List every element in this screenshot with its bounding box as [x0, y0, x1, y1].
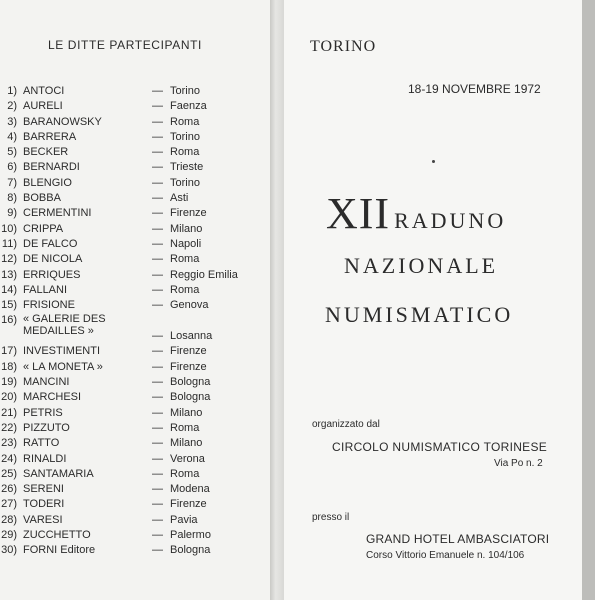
participant-name: BARANOWSKY: [23, 115, 102, 128]
participant-city: Firenze: [170, 207, 207, 220]
participant-number: 19): [1, 376, 17, 389]
participant-city: Trieste: [170, 161, 204, 174]
participant-row: [0, 283, 270, 298]
participant-name: INVESTIMENTI: [23, 345, 101, 358]
participant-city: Modena: [170, 483, 210, 496]
participant-row: [0, 467, 270, 482]
dash-separator: —: [152, 192, 163, 205]
participant-name: RINALDI: [23, 452, 67, 465]
participant-number: 9): [7, 207, 17, 220]
dash-separator: —: [152, 222, 163, 235]
participant-row: [0, 344, 270, 359]
participant-number: 2): [7, 100, 17, 113]
participant-city: Palermo: [170, 529, 211, 542]
dash-separator: —: [152, 452, 163, 465]
event-date: 18-19 NOVEMBRE 1972: [408, 82, 541, 96]
participant-row: [0, 160, 270, 175]
ink-speck: [432, 160, 435, 163]
participant-row: [0, 375, 270, 390]
dash-separator: —: [152, 467, 163, 480]
participant-name: SANTAMARIA: [23, 467, 94, 480]
dash-separator: —: [152, 437, 163, 450]
dash-separator: —: [152, 529, 163, 542]
title-line-2: NAZIONALE: [344, 253, 499, 278]
participant-row: [0, 313, 270, 344]
participant-name: ERRIQUES: [23, 268, 81, 281]
participant-city: Firenze: [170, 498, 207, 511]
participant-row: [0, 482, 270, 497]
participant-city: Reggio Emilia: [170, 268, 238, 281]
participant-number: 4): [7, 130, 17, 143]
participant-row: [0, 84, 270, 99]
participant-row: [0, 191, 270, 206]
participant-name: MARCHESI: [23, 391, 82, 404]
participant-name: VARESI: [23, 513, 63, 526]
participant-number: 8): [7, 192, 17, 205]
organizer-label: organizzato dal: [312, 419, 380, 430]
participant-row: [0, 130, 270, 145]
dash-separator: —: [152, 330, 163, 343]
participant-city: Milano: [170, 222, 203, 235]
participant-number: 27): [1, 498, 17, 511]
participant-number: 3): [7, 115, 17, 128]
participant-number: 12): [1, 253, 17, 266]
participant-name: PETRIS: [23, 406, 63, 419]
participant-city: Asti: [170, 192, 189, 205]
participant-row: [0, 360, 270, 375]
participant-row: [0, 436, 270, 451]
dash-separator: —: [152, 130, 163, 143]
dash-separator: —: [152, 376, 163, 389]
participant-city: Genova: [170, 299, 209, 312]
participant-city: Torino: [170, 176, 200, 189]
participant-number: 18): [1, 360, 17, 373]
page-edge: [582, 0, 595, 600]
left-page: [0, 0, 270, 600]
participant-number: 15): [1, 299, 17, 312]
dash-separator: —: [152, 161, 163, 174]
participant-number: 24): [1, 452, 17, 465]
participant-city: Losanna: [170, 330, 213, 343]
participant-city: Pavia: [170, 513, 198, 526]
participant-name: SERENI: [23, 483, 64, 496]
participant-name: TODERI: [23, 498, 65, 511]
dash-separator: —: [152, 283, 163, 296]
participant-name: « LA MONETA »: [23, 360, 103, 373]
dash-separator: —: [152, 268, 163, 281]
participant-number: 26): [1, 483, 17, 496]
participant-number: 22): [1, 421, 17, 434]
dash-separator: —: [152, 345, 163, 358]
participant-city: Milano: [170, 437, 203, 450]
participant-city: Roma: [170, 253, 200, 266]
participant-number: 21): [1, 406, 17, 419]
organizer-address: Via Po n. 2: [494, 458, 543, 469]
participant-city: Torino: [170, 130, 200, 143]
participants-list: [0, 84, 270, 559]
participant-name: CRIPPA: [23, 222, 64, 235]
venue-name: GRAND HOTEL AMBASCIATORI: [366, 532, 550, 546]
participant-row: [0, 176, 270, 191]
participant-row: [0, 513, 270, 528]
participant-number: 11): [1, 237, 17, 250]
participant-city: Bologna: [170, 391, 211, 404]
dash-separator: —: [152, 513, 163, 526]
participants-heading: LE DITTE PARTECIPANTI: [48, 38, 202, 52]
participant-name: BLENGIO: [23, 176, 72, 189]
participant-city: Milano: [170, 406, 203, 419]
participant-row: [0, 543, 270, 558]
participant-city: Roma: [170, 421, 200, 434]
dash-separator: —: [152, 498, 163, 511]
participant-row: [0, 452, 270, 467]
title-numeral: XII: [326, 189, 391, 238]
city-heading: TORINO: [310, 38, 377, 55]
participant-row: [0, 206, 270, 221]
participant-row: [0, 406, 270, 421]
participant-city: Verona: [170, 452, 205, 465]
participant-name: FORNI Editore: [23, 544, 96, 557]
participant-number: 20): [1, 391, 17, 404]
participant-city: Torino: [170, 85, 200, 97]
participant-city: Roma: [170, 467, 200, 480]
organizer-name: CIRCOLO NUMISMATICO TORINESE: [332, 440, 548, 454]
participant-number: 25): [1, 467, 17, 480]
participant-name: AURELI: [23, 100, 63, 113]
participant-number: 23): [1, 437, 17, 450]
participant-row: [0, 298, 270, 313]
dash-separator: —: [152, 115, 163, 128]
participant-name: RATTO: [23, 437, 60, 450]
participant-number: 1): [7, 85, 17, 97]
dash-separator: —: [152, 85, 163, 97]
participant-name: « GALERIE DES MEDAILLES »: [23, 313, 106, 338]
participant-name: CERMENTINI: [23, 207, 92, 220]
title-word-raduno: RADUNO: [394, 208, 507, 233]
participant-row: [0, 222, 270, 237]
participant-name: DE NICOLA: [23, 253, 83, 266]
dash-separator: —: [152, 253, 163, 266]
participant-name: MANCINI: [23, 376, 70, 389]
dash-separator: —: [152, 360, 163, 373]
participant-city: Faenza: [170, 100, 207, 113]
participant-city: Roma: [170, 146, 200, 159]
participant-row: [0, 268, 270, 283]
participant-city: Firenze: [170, 360, 207, 373]
dash-separator: —: [152, 299, 163, 312]
participant-name: BOBBA: [23, 192, 61, 205]
page-fold: [270, 0, 284, 600]
participant-number: 6): [7, 161, 17, 174]
participant-number: 5): [7, 146, 17, 159]
participant-name: FALLANI: [23, 283, 68, 296]
participant-name: ZUCCHETTO: [23, 529, 91, 542]
participant-row: [0, 497, 270, 512]
participant-number: 7): [7, 176, 17, 189]
dash-separator: —: [152, 391, 163, 404]
participant-city: Roma: [170, 115, 200, 128]
participant-number: 16): [1, 314, 17, 327]
participant-row: [0, 115, 270, 130]
dash-separator: —: [152, 544, 163, 557]
participant-city: Bologna: [170, 544, 211, 557]
title-line-1: [326, 188, 506, 239]
participant-city: Firenze: [170, 345, 207, 358]
participant-name: ANTOCI: [23, 85, 65, 97]
dash-separator: —: [152, 146, 163, 159]
participant-number: 29): [1, 529, 17, 542]
title-line-3: NUMISMATICO: [325, 302, 514, 327]
participant-row: [0, 528, 270, 543]
dash-separator: —: [152, 406, 163, 419]
participant-row: [0, 252, 270, 267]
participant-name: BARRERA: [23, 130, 77, 143]
participant-name: PIZZUTO: [23, 421, 70, 434]
dash-separator: —: [152, 100, 163, 113]
dash-separator: —: [152, 421, 163, 434]
participant-name: BECKER: [23, 146, 69, 159]
participant-number: 13): [1, 268, 17, 281]
participant-city: Roma: [170, 283, 200, 296]
participant-row: [0, 421, 270, 436]
participant-number: 14): [1, 283, 17, 296]
participant-row: [0, 99, 270, 114]
venue-label: presso il: [312, 512, 350, 523]
participant-city: Napoli: [170, 237, 202, 250]
participant-row: [0, 390, 270, 405]
participant-number: 28): [1, 513, 17, 526]
dash-separator: —: [152, 237, 163, 250]
participant-name: BERNARDI: [23, 161, 80, 174]
dash-separator: —: [152, 207, 163, 220]
participant-number: 17): [1, 345, 17, 358]
participant-city: Bologna: [170, 376, 211, 389]
participant-number: 10): [1, 222, 17, 235]
dash-separator: —: [152, 483, 163, 496]
participant-name: DE FALCO: [23, 237, 78, 250]
participant-name: FRISIONE: [23, 299, 75, 312]
participant-number: 30): [1, 544, 17, 557]
dash-separator: —: [152, 176, 163, 189]
participant-row: [0, 237, 270, 252]
participant-row: [0, 145, 270, 160]
venue-address: Corso Vittorio Emanuele n. 104/106: [366, 550, 525, 561]
